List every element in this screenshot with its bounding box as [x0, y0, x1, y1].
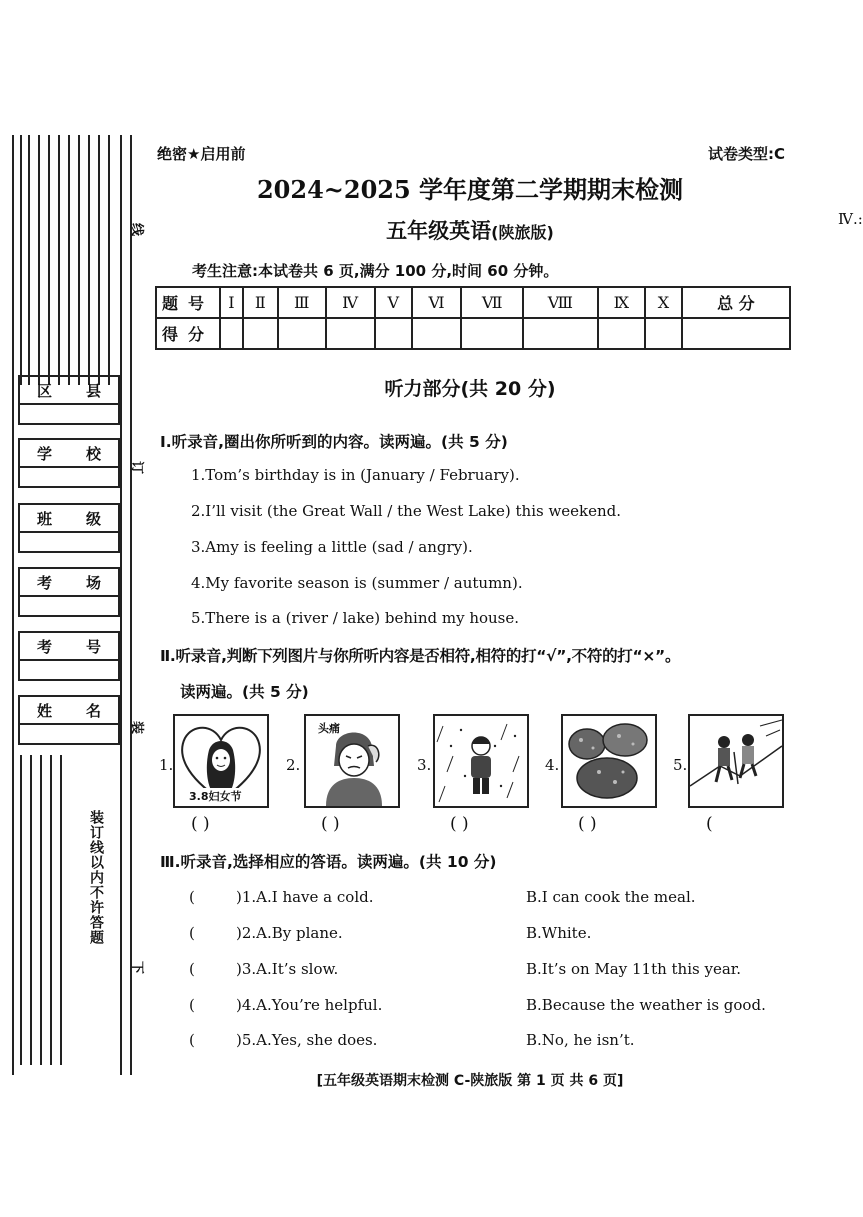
- option-a: )3.A.It’s slow.: [236, 960, 339, 978]
- label-char: 号: [85, 637, 101, 656]
- picture-number: 3.: [417, 756, 432, 774]
- option-b: B.White.: [526, 924, 592, 942]
- picture-caption: 头痛: [318, 722, 340, 735]
- field-exam-room[interactable]: [18, 567, 120, 617]
- col-header: Ⅵ: [412, 287, 461, 318]
- side-char-xian: 线: [129, 222, 145, 237]
- picture-caption: 3.8妇女节: [189, 790, 242, 803]
- label-char: 校: [85, 444, 101, 463]
- answer-paren[interactable]: (: [189, 1031, 195, 1049]
- option-b: B.Because the weather is good.: [526, 996, 766, 1014]
- answer-paren[interactable]: (: [706, 814, 713, 834]
- score-value-row: [156, 318, 790, 349]
- side-char-ding: 订: [129, 460, 145, 475]
- option-b: B.No, he isn’t.: [526, 1031, 635, 1049]
- field-school[interactable]: [18, 438, 120, 488]
- label-char: 名: [85, 701, 101, 720]
- part1-item: 1.Tom’s birthday is in (January / February).: [191, 466, 520, 484]
- field-class[interactable]: [18, 503, 120, 553]
- picture-number: 1.: [159, 756, 174, 774]
- option-a: )5.A.Yes, she does.: [236, 1031, 378, 1049]
- score-cell[interactable]: [598, 318, 646, 349]
- part1-heading: Ⅰ.听录音,圈出你所听到的内容。读两遍。(共 5 分): [160, 433, 508, 451]
- score-cell[interactable]: [375, 318, 412, 349]
- secret-label: 绝密★启用前: [157, 145, 246, 163]
- col-header: Ⅹ: [645, 287, 682, 318]
- exam-notice: 考生注意:本试卷共 6 页,满分 100 分,时间 60 分钟。: [192, 262, 559, 280]
- picture-number: 5.: [673, 756, 688, 774]
- field-district[interactable]: [18, 375, 120, 425]
- score-cell[interactable]: [523, 318, 597, 349]
- option-b: B.It’s on May 11th this year.: [526, 960, 742, 978]
- score-cell[interactable]: [278, 318, 326, 349]
- picture-5-hiking: [688, 714, 784, 808]
- score-cell[interactable]: [645, 318, 682, 349]
- score-header-row: [156, 287, 790, 318]
- picture-1-girl-heart: [173, 714, 269, 808]
- picture-4-potatoes: [561, 714, 657, 808]
- side-char-zhuang: 装: [129, 720, 145, 735]
- edge-mark: Ⅳ.:: [838, 210, 863, 228]
- label-char: 姓: [36, 701, 52, 720]
- part1-item: 3.Amy is feeling a little (sad / angry).: [191, 538, 473, 556]
- paper-type: 试卷类型:C: [708, 145, 786, 163]
- label-char: 班: [36, 509, 52, 528]
- label-char: 学: [36, 444, 52, 463]
- part2-heading: Ⅱ.听录音,判断下列图片与你所听内容是否相符,相符的打“√”,不符的打“×”。: [160, 647, 681, 665]
- part1-item: 5.There is a (river / lake) behind my house.: [191, 609, 520, 627]
- potato-icon: [563, 716, 655, 806]
- subtitle-version: (陕旅版): [491, 223, 554, 242]
- score-cell[interactable]: [412, 318, 461, 349]
- col-header: Ⅷ: [523, 287, 597, 318]
- answer-paren[interactable]: ( ): [450, 814, 469, 834]
- answer-paren[interactable]: (: [189, 888, 195, 906]
- answer-paren[interactable]: ( ): [321, 814, 340, 834]
- answer-paren[interactable]: (: [189, 924, 195, 942]
- hiking-icon: [690, 716, 782, 806]
- col-header: Ⅸ: [598, 287, 646, 318]
- label-char: 考: [36, 573, 52, 592]
- label-char: 级: [85, 509, 101, 528]
- answer-paren[interactable]: (: [189, 996, 195, 1014]
- col-header: Ⅶ: [461, 287, 523, 318]
- answer-paren[interactable]: (: [189, 960, 195, 978]
- col-header: Ⅲ: [278, 287, 326, 318]
- part1-item: 4.My favorite season is (summer / autumn).: [191, 574, 523, 592]
- picture-number: 2.: [286, 756, 301, 774]
- score-cell[interactable]: [326, 318, 375, 349]
- snow-icon: [435, 716, 527, 806]
- page-title: 2024~2025 学年度第二学期期末检测: [256, 175, 684, 204]
- score-cell[interactable]: [243, 318, 278, 349]
- col-header-total: 总 分: [682, 287, 790, 318]
- page-footer: [五年级英语期末检测 C-陕旅版 第 1 页 共 6 页]: [316, 1073, 624, 1089]
- label-char: 县: [85, 381, 101, 400]
- row-label-question: 题号: [156, 287, 220, 318]
- option-a: )4.A.You’re helpful.: [236, 996, 383, 1014]
- picture-2-headache: [304, 714, 400, 808]
- part1-item: 2.I’ll visit (the Great Wall / the West Lake) this weekend.: [191, 502, 622, 520]
- option-a: )2.A.By plane.: [236, 924, 343, 942]
- answer-paren[interactable]: ( ): [578, 814, 597, 834]
- subtitle-main: 五年级英语: [386, 219, 492, 243]
- part2-heading-2: 读两遍。(共 5 分): [180, 683, 309, 701]
- col-header: Ⅳ: [326, 287, 375, 318]
- col-header: Ⅱ: [243, 287, 278, 318]
- col-header: Ⅴ: [375, 287, 412, 318]
- score-cell-total[interactable]: [682, 318, 790, 349]
- section-title: 听力部分(共 20 分): [384, 378, 556, 400]
- picture-number: 4.: [545, 756, 560, 774]
- score-cell[interactable]: [220, 318, 243, 349]
- label-char: 区: [36, 381, 52, 400]
- part3-heading: Ⅲ.听录音,选择相应的答语。读两遍。(共 10 分): [160, 853, 497, 871]
- option-a: )1.A.I have a cold.: [236, 888, 374, 906]
- field-name[interactable]: [18, 695, 120, 745]
- answer-paren[interactable]: ( ): [191, 814, 210, 834]
- score-cell[interactable]: [461, 318, 523, 349]
- option-b: B.I can cook the meal.: [526, 888, 696, 906]
- side-char-xia: 下: [129, 960, 145, 975]
- picture-3-cold-snow: [433, 714, 529, 808]
- col-header: Ⅰ: [220, 287, 243, 318]
- score-table: [155, 286, 791, 350]
- label-char: 考: [36, 637, 52, 656]
- label-char: 场: [85, 573, 101, 592]
- page-subtitle: [150, 215, 790, 245]
- field-exam-number[interactable]: [18, 631, 120, 681]
- row-label-score: 得分: [156, 318, 220, 349]
- binding-note: 装订线以内不许答题: [72, 810, 106, 945]
